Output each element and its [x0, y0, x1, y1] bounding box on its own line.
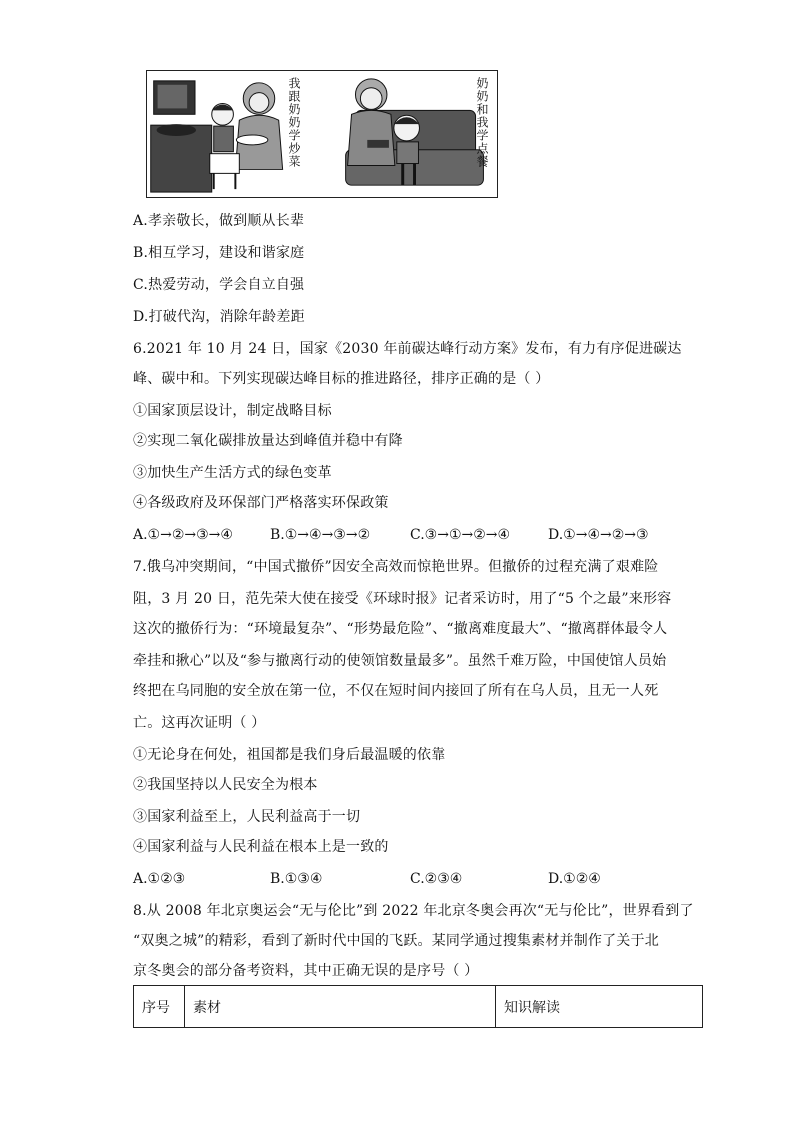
table-header-material: 素材	[185, 986, 496, 1028]
table-header-row	[134, 986, 703, 1028]
q7-stem-line-6: 亡。这再次证明（ ）	[133, 715, 266, 731]
q5-option-d: D.打破代沟，消除年龄差距	[133, 309, 305, 325]
q7-option-b: B.①③④	[270, 871, 323, 887]
q8-stem-line-3: 京冬奥会的部分备考资料，其中正确无误的是序号（ ）	[133, 963, 479, 979]
table-header-interpretation: 知识解读	[496, 986, 703, 1028]
q7-stem-line-3: 这次的撤侨行为：“环境最复杂”、“形势最危险”、“撤离难度最大”、“撤离群体最令人	[133, 621, 668, 637]
q6-item-1: ①国家顶层设计，制定战略目标	[133, 403, 332, 419]
q6-option-d: D.①→④→②→③	[548, 527, 649, 543]
q5-option-a: A.孝亲敬长，做到顺从长辈	[133, 213, 305, 229]
q7-item-1: ①无论身在何处，祖国都是我们身后最温暖的依靠	[133, 747, 446, 763]
q7-stem-line-2: 阻，3 月 20 日，范先荣大使在接受《环球时报》记者采访时，用了“5 个之最”来形容	[133, 591, 672, 607]
cartoon-drawing	[147, 71, 497, 197]
q6-item-2: ②实现二氧化碳排放量达到峰值并稳中有降	[133, 433, 403, 449]
q6-item-4: ④各级政府及环保部门严格落实环保政策	[133, 495, 389, 511]
q5-option-c: C.热爱劳动，学会自立自强	[133, 277, 305, 293]
q8-stem-line-1: 8.从 2008 年北京奥运会“无与伦比”到 2022 年北京冬奥会再次“无与伦比”，世界看到了	[133, 903, 694, 919]
table-header-number: 序号	[134, 986, 185, 1028]
left-panel-caption: 我跟奶奶学炒菜	[287, 77, 301, 168]
q7-stem-line-1: 7.俄乌冲突期间，“中国式撤侨”因安全高效而惊艳世界。但撤侨的过程充满了艰难险	[133, 559, 659, 575]
q7-item-3: ③国家利益至上，人民利益高于一切	[133, 809, 361, 825]
q7-option-c: C.②③④	[410, 871, 463, 887]
q6-option-c: C.③→①→②→④	[410, 527, 511, 543]
q7-stem-line-4: 牵挂和揪心”以及“参与撤离行动的使领馆数量最多”。虽然千难万险，中国使馆人员始	[133, 653, 667, 669]
q7-item-4: ④国家利益与人民利益在根本上是一致的	[133, 839, 389, 855]
q6-option-b: B.①→④→③→②	[270, 527, 371, 543]
q8-material-table	[133, 985, 703, 1028]
q6-option-a: A.①→②→③→④	[133, 527, 233, 543]
q7-option-a: A.①②③	[133, 871, 186, 887]
q6-stem-line-2: 峰、碳中和。下列实现碳达峰目标的推进路径，排序正确的是（ ）	[133, 371, 550, 387]
q8-stem-line-2: “双奥之城”的精彩，看到了新时代中国的飞跃。某同学通过搜集素材并制作了关于北	[133, 933, 659, 949]
cartoon-illustration	[146, 70, 498, 198]
q6-stem-line-1: 6.2021 年 10 月 24 日，国家《2030 年前碳达峰行动方案》发布，有力有序促进碳达	[133, 341, 682, 357]
q6-item-3: ③加快生产生活方式的绿色变革	[133, 465, 332, 481]
q7-item-2: ②我国坚持以人民安全为根本	[133, 777, 318, 793]
right-panel-caption: 奶奶和我学点餐	[475, 77, 489, 168]
q7-stem-line-5: 终把在乌同胞的安全放在第一位，不仅在短时间内接回了所有在乌人员，且无一人死	[133, 683, 659, 699]
q7-option-d: D.①②④	[548, 871, 601, 887]
q5-option-b: B.相互学习，建设和谐家庭	[133, 245, 305, 261]
